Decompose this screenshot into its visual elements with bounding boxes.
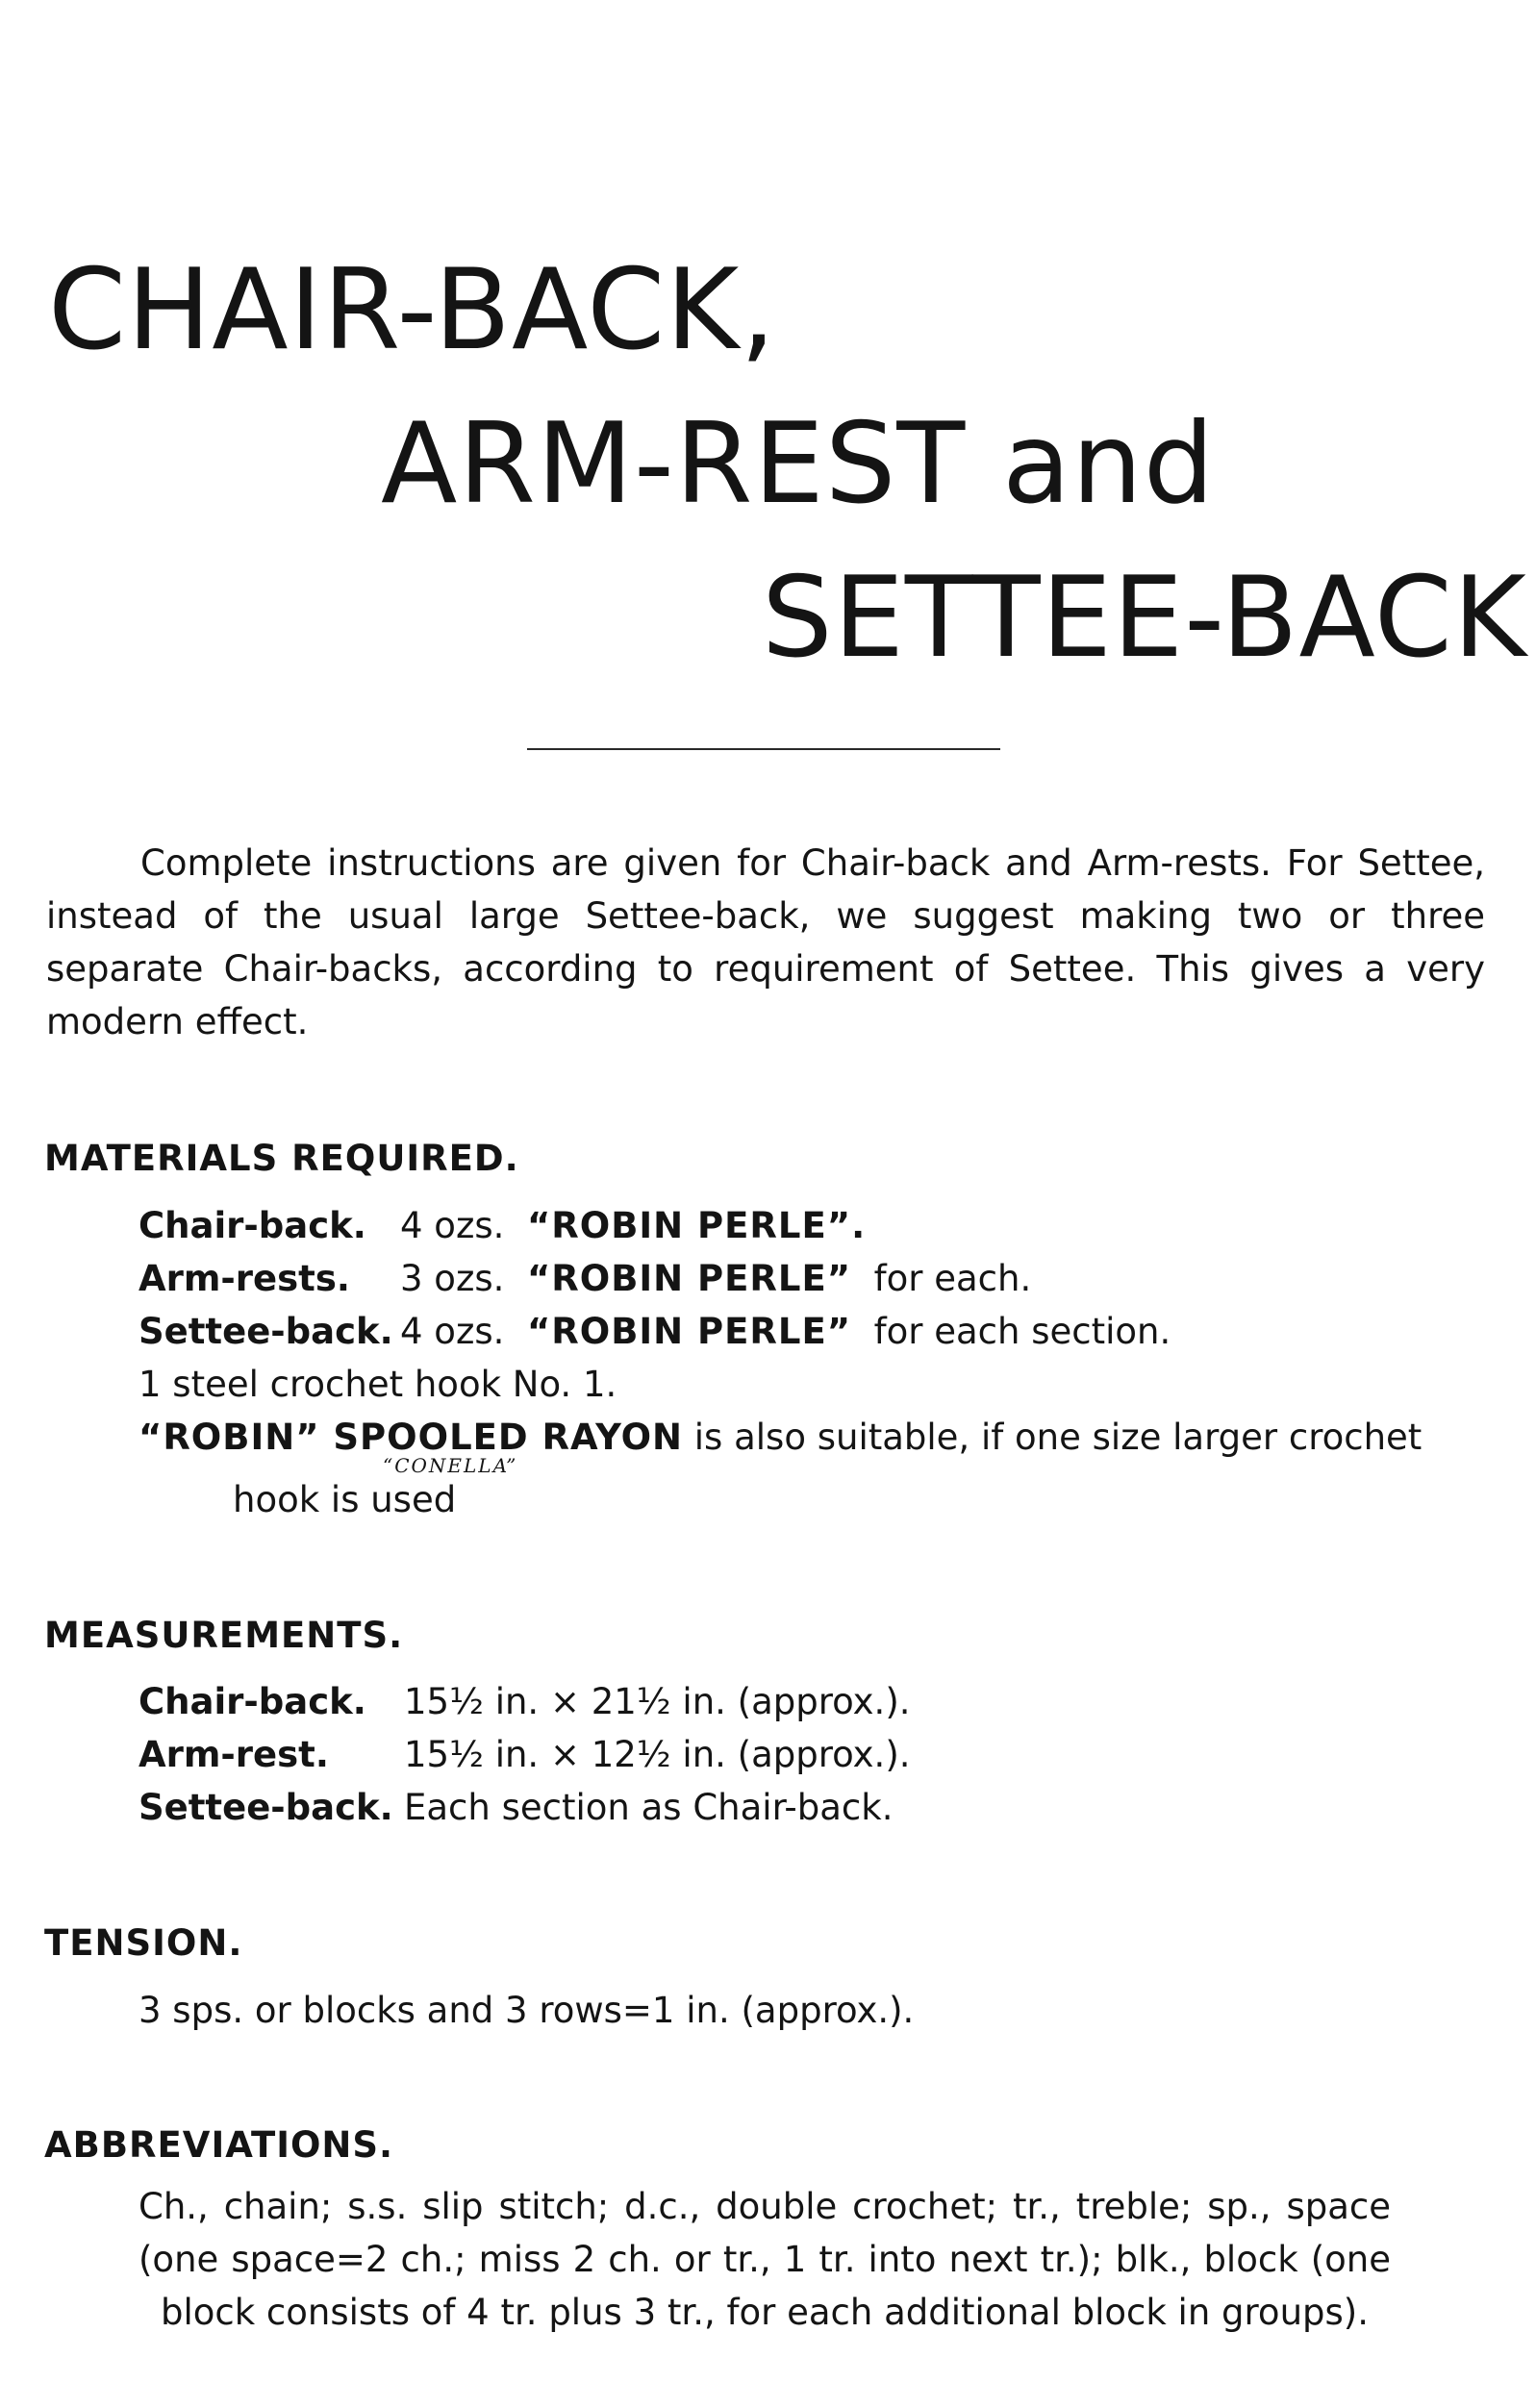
abbreviations-heading: ABBREVIATIONS.: [44, 2124, 394, 2166]
measurements-chair-back: [138, 1678, 911, 1726]
materials-settee-back-qty: 4 ozs.: [400, 1311, 505, 1352]
materials-alternative: [138, 1414, 1422, 1462]
intro-paragraph: Complete instructions are given for Chair-back and Arm-rests. For Settee, instead of the usual large Settee-back, we suggest making two or three separate Chair-backs, according to requirement of Settee. This gives a very modern effect.: [46, 842, 1485, 1042]
materials-heading: MATERIALS REQUIRED.: [44, 1138, 519, 1179]
abbreviations-text: Ch., chain; s.s. slip stitch; d.c., double crochet; tr., treble; sp., space (one space=2 ch.; miss 2 ch. or tr., 1 tr. into next tr.); blk., block (one block consists of 4 tr. plus 3 tr., for each additional block in groups).: [138, 2186, 1391, 2333]
tension-heading: TENSION.: [44, 1922, 243, 1964]
materials-arm-rests-suffix: for each.: [873, 1258, 1032, 1299]
materials-settee-back-suffix: for each section.: [873, 1311, 1171, 1352]
measurements-settee-back-label: Settee-back.: [138, 1787, 393, 1828]
materials-arm-rests-qty: 3 ozs.: [400, 1258, 505, 1299]
title-line-1: CHAIR-BACK,: [48, 245, 777, 375]
measurements-settee-back-value: Each section as Chair-back.: [404, 1787, 894, 1828]
title-line-2: ARM-REST and: [381, 399, 1216, 529]
title-divider: [527, 748, 1000, 750]
materials-chair-back-label: Chair-back.: [138, 1205, 366, 1246]
materials-chair-back-qty: 4 ozs.: [400, 1205, 505, 1246]
measurements-heading: MEASUREMENTS.: [44, 1615, 404, 1656]
measurements-arm-rest: [138, 1731, 911, 1779]
materials-alt-brand: “ROBIN” SPOOLED RAYON: [138, 1417, 683, 1458]
materials-settee-back-yarn: “ROBIN PERLE”: [526, 1311, 852, 1352]
measurements-chair-back-label: Chair-back.: [138, 1681, 366, 1722]
conella-annotation: “CONELLA”: [383, 1454, 518, 1477]
materials-alt-text-continued: hook is used: [233, 1479, 457, 1520]
materials-arm-rests-label: Arm-rests.: [138, 1258, 350, 1299]
materials-arm-rests: [138, 1255, 1031, 1303]
measurements-arm-rest-value: 15½ in. × 12½ in. (approx.).: [404, 1734, 911, 1775]
measurements-arm-rest-label: Arm-rest.: [138, 1734, 329, 1775]
materials-settee-back: [138, 1308, 1171, 1356]
tension-text: 3 sps. or blocks and 3 rows=1 in. (approx.).: [138, 1990, 915, 2031]
measurements-chair-back-value: 15½ in. × 21½ in. (approx.).: [404, 1681, 911, 1722]
materials-hook: 1 steel crochet hook No. 1.: [138, 1364, 617, 1405]
materials-chair-back-yarn: “ROBIN PERLE”.: [526, 1205, 867, 1246]
materials-arm-rests-yarn: “ROBIN PERLE”: [526, 1258, 852, 1299]
measurements-settee-back: [138, 1784, 893, 1832]
materials-settee-back-label: Settee-back.: [138, 1311, 393, 1352]
materials-chair-back: [138, 1202, 866, 1250]
title-line-3: SETTEE-BACK: [762, 553, 1527, 683]
materials-alt-text: is also suitable, if one size larger crochet: [693, 1417, 1423, 1458]
